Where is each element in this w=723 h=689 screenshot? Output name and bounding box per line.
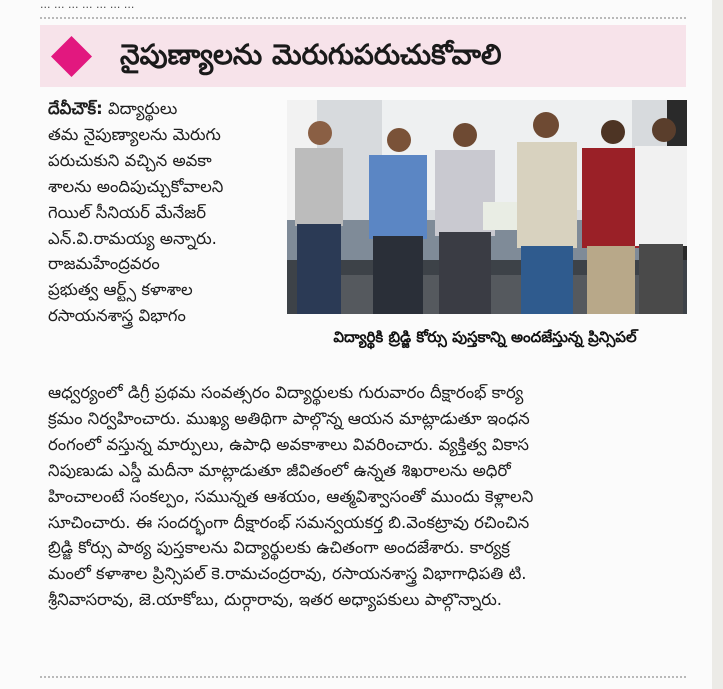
dateline: దేవీచౌక్: [48,99,103,118]
column-line: విద్యార్థులు [107,99,178,118]
photo-caption: విద్యార్థికి బ్రిడ్జి కోర్సు పుస్తకాన్ని అందజేస్తున్న ప్రిన్సిపల్ [333,328,637,346]
photo-illustration [287,100,687,314]
top-divider [40,17,686,19]
body-line: ఆధ్వర్యంలో డిగ్రీ ప్రథమ సంవత్సరం విద్యార్థులకు గురువారం దీక్షారంభ్ కార్య [48,383,524,402]
column-line: పరుచుకుని వచ్చిన అవకా [48,150,212,170]
column-line: రసాయనశాస్త్ర విభాగం [48,306,186,326]
body-line: సూచించారు. ఈ సందర్భంగా దీక్షారంభ్ సమన్వయకర్త బి.వెంకట్రావు రచించిన [48,512,530,532]
body-line: క్రమం నిర్వహించారు. ముఖ్య అతిథిగా పాల్గొన్న ఆయన మాట్లాడుతూ ఇంధన [48,408,530,428]
body-line: మంలో కళాశాల ప్రిన్సిపల్ కె.రామచంద్రరావు, రసాయనశాస్త్ర విభాగాధిపతి టి. [48,564,527,584]
article-body [48,380,688,613]
column-line: గెయిల్ సీనియర్ మేనేజర్ [48,202,207,222]
column-line: ప్రభుత్వ ఆర్ట్స్ కళాశాల [48,280,193,300]
article-column-intro [48,96,280,329]
bottom-divider [40,676,686,678]
page-edge [712,0,723,689]
previous-article-fragment: ... ... ... ... ... ... ... [40,0,135,10]
intro-line-1 [48,96,280,122]
column-line: రాజమహేంద్రవరం [48,254,160,274]
body-line: నిపుణుడు ఎస్డీ మదీనా మాట్లాడుతూ జీవితంలో ఉన్నత శిఖరాలను అధిరో [48,460,511,480]
body-line: రంగంలో వస్తున్న మార్పులు, ఉపాధి అవకాశాలు వివరించారు. వ్యక్తిత్వ వికాస [48,434,529,454]
body-line: హించాలంటే సంకల్పం, సమున్నత ఆశయం, ఆత్మవిశ్వాసంతో ముందు కెళ్లాలని [48,486,534,506]
column-line: శాలను అందిపుచ్చుకోవాలని [48,176,224,196]
column-line: తమ నైపుణ్యాలను మెరుగు [48,124,221,144]
body-line: బ్రిడ్జి కోర్సు పాఠ్య పుస్తకాలను విద్యార్థులకు ఉచితంగా అందజేశారు. కార్యక్ర [48,538,510,558]
article-headline: నైపుణ్యాలను మెరుగుపరుచుకోవాలి [120,38,502,71]
news-photo [287,100,687,314]
column-line: ఎన్.వి.రామయ్య అన్నారు. [48,228,217,248]
body-line: శ్రీనివాసరావు, జె.యాకోబు, దుర్గారావు, ఇతర అధ్యాపకులు పాల్గొన్నారు. [48,590,503,610]
